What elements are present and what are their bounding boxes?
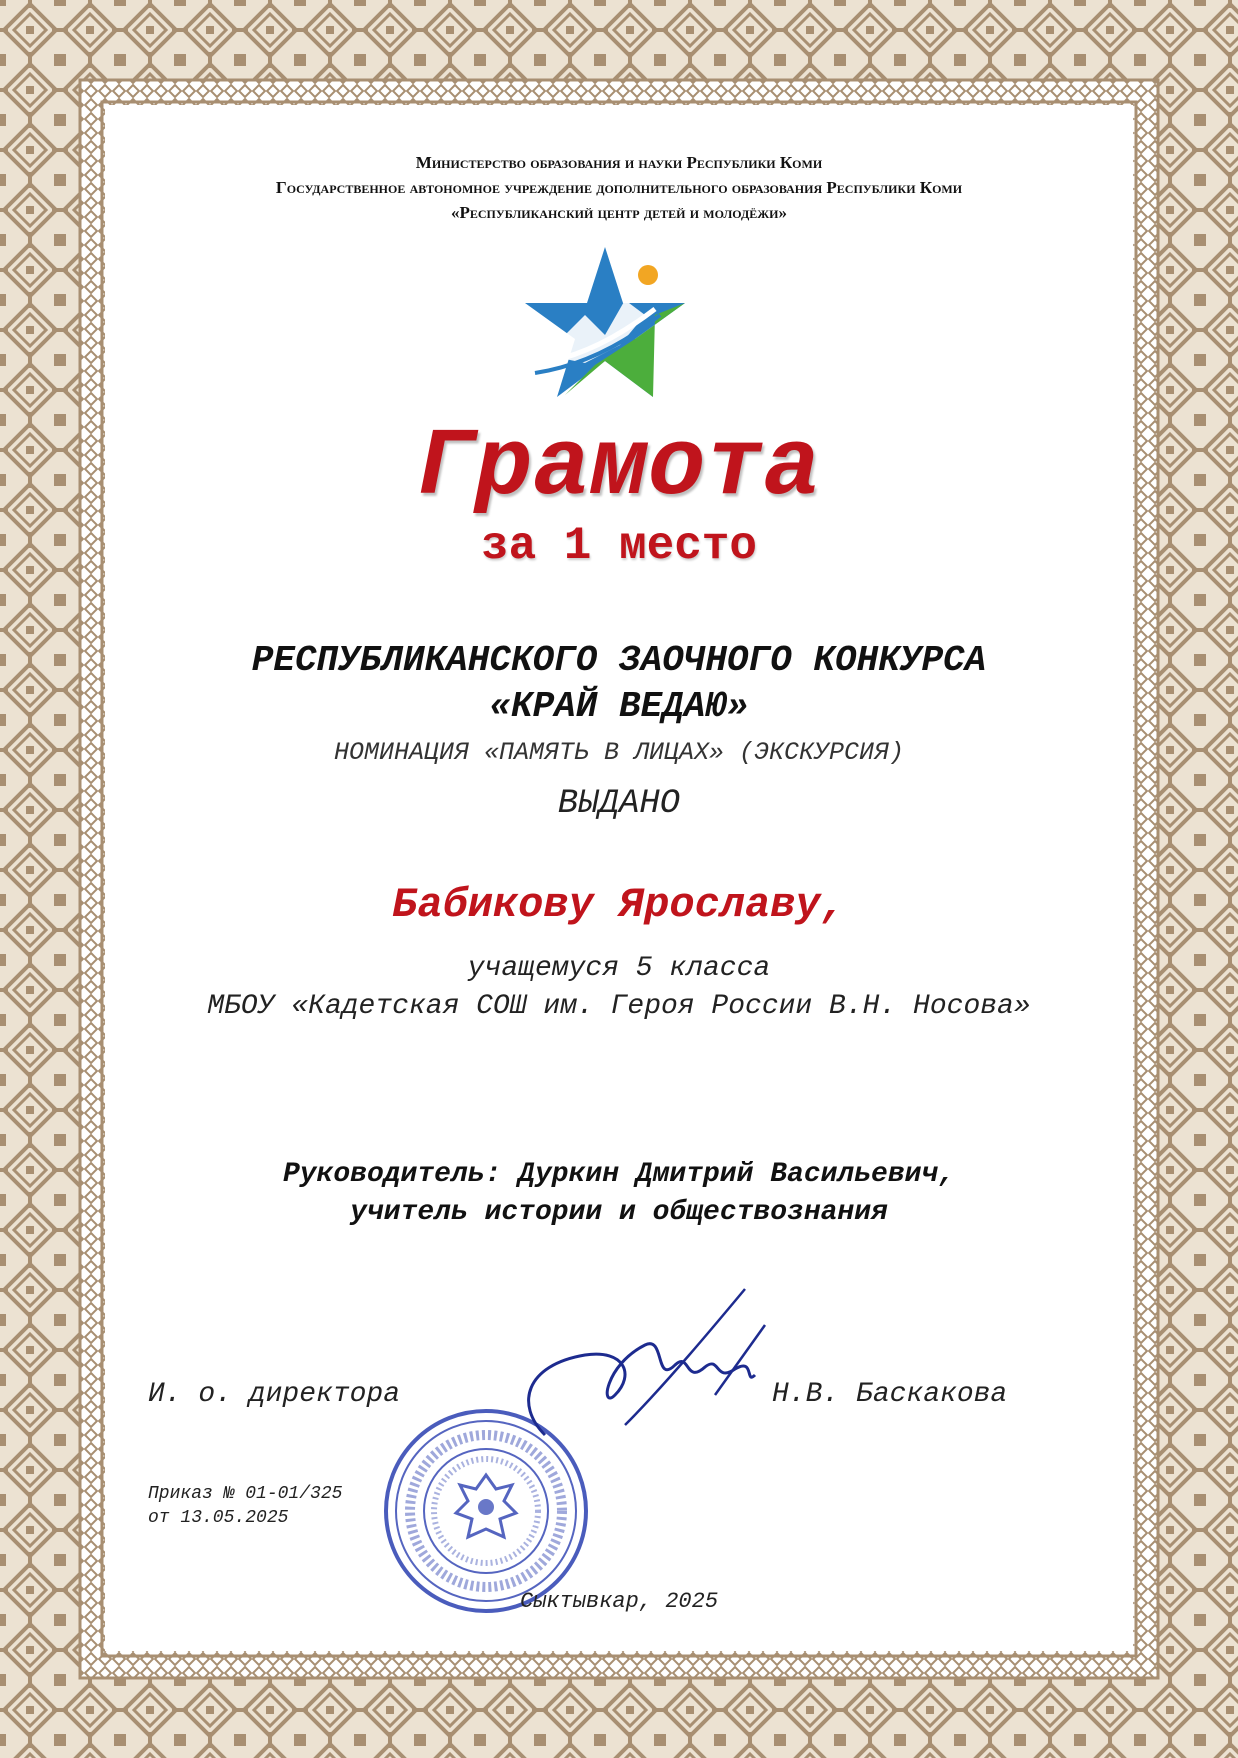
issuer-header [105,150,1133,225]
director-signature-icon [505,1285,805,1465]
institution-line: Государственное автономное учреждение дополнительного образования Республики Коми [275,178,963,197]
center-name-line: «Республиканский центр детей и молодёжи» [451,203,787,222]
student-grade: учащемуся 5 класса [467,953,771,984]
supervisor-position: учитель истории и обществознания [350,1197,888,1228]
recipient-name: Бабикову Ярославу, [392,881,846,929]
contest-line-2: «КРАЙ ВЕДАЮ» [489,686,749,727]
issued-label: ВЫДАНО [557,785,681,823]
supervisor-info [105,1156,1133,1232]
place-subtitle: за 1 место [480,520,758,572]
supervisor-name: Руководитель: Дуркин Дмитрий Васильевич, [282,1159,956,1190]
contest-name [105,638,1133,730]
certificate-title: Грамота [417,413,821,522]
order-date: от 13.05.2025 [148,1508,289,1528]
director-role: И. о. директора [148,1379,401,1410]
director-name: Н.В. Баскакова [772,1379,1008,1410]
order-reference [148,1482,342,1530]
student-school: МБОУ «Кадетская СОШ им. Героя России В.Н. Носова» [207,991,1031,1022]
ministry-line: Министерство образования и науки Республики Коми [415,153,823,172]
star-mountain-logo-icon [525,245,715,415]
nomination-line: НОМИНАЦИЯ «ПАМЯТЬ В ЛИЦАХ» (ЭКСКУРСИЯ) [333,738,905,767]
city-year: Сыктывкар, 2025 [520,1589,719,1614]
order-number: Приказ № 01-01/325 [148,1484,343,1504]
contest-line-1: РЕСПУБЛИКАНСКОГО ЗАОЧНОГО КОНКУРСА [251,640,987,681]
student-info [105,950,1133,1026]
